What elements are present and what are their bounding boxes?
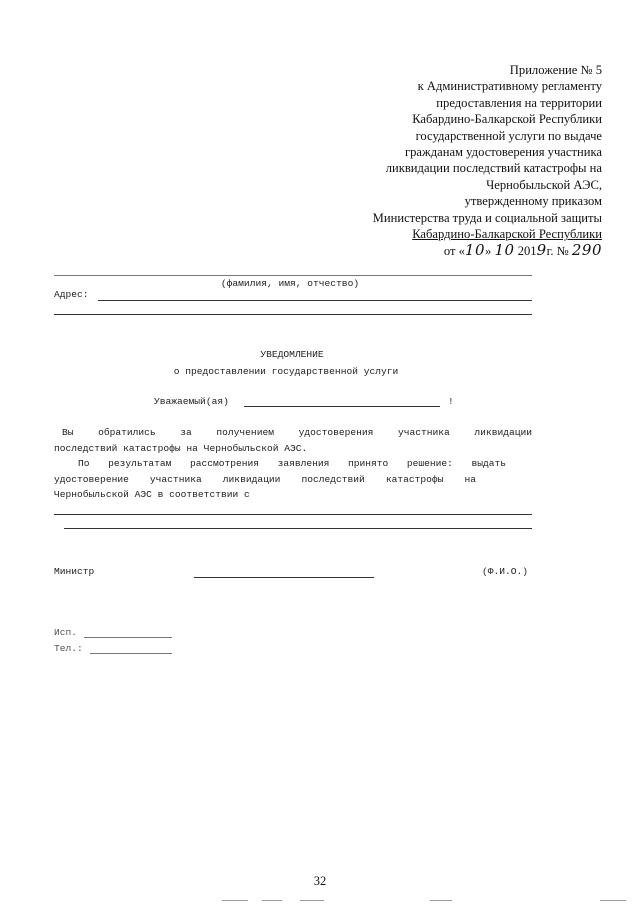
word: рассмотрения: [189, 458, 260, 469]
address-line-2: [54, 314, 532, 315]
minister-signature-line: [194, 577, 374, 578]
appendix-line: к Административному регламенту: [417, 79, 602, 94]
word: выдать: [471, 458, 506, 469]
scan-edge-mark: [222, 900, 248, 901]
word: заявления: [277, 458, 330, 469]
paragraph-2-line-2: [54, 472, 532, 488]
scan-edge-mark: [600, 900, 626, 901]
word: ликвидации: [474, 427, 532, 438]
word: принято: [347, 458, 389, 469]
minister-fio: (Ф.И.О.): [482, 566, 529, 577]
word: результатам: [108, 458, 172, 469]
word: за: [180, 427, 192, 438]
appendix-line: Министерства труда и социальной защиты: [372, 210, 602, 225]
appendix-header: [302, 62, 602, 260]
scan-edge-mark: [262, 900, 282, 901]
greeting-name-line: [244, 406, 440, 407]
appendix-line: гражданам удостоверения участника: [404, 145, 602, 160]
word: участника: [398, 427, 450, 438]
paragraph-2-line-1: [54, 456, 532, 472]
appendix-line: Приложение № 5: [509, 63, 602, 77]
paragraph-text: Чернобыльской АЭС в соответствии с: [54, 489, 250, 500]
word: удостоверения: [298, 427, 374, 438]
appendix-line: Кабардино-Балкарской Республики: [412, 227, 602, 242]
word: последствий: [301, 473, 365, 485]
date-mid: »: [485, 244, 492, 259]
date-prefix: от «: [443, 244, 465, 259]
appendix-line: Кабардино-Балкарской Республики: [412, 112, 602, 127]
address-label: Адрес:: [54, 289, 89, 300]
word: получением: [216, 427, 274, 438]
fio-line: [54, 275, 532, 276]
scan-edge-mark: [300, 900, 324, 901]
date-number-prefix: г. №: [546, 244, 569, 259]
word: Вы: [62, 427, 74, 438]
greeting-end: !: [448, 396, 454, 407]
date-day-handwritten: 10: [464, 241, 485, 260]
order-number-handwritten: 290: [571, 241, 602, 260]
word: на: [464, 473, 476, 485]
word: По: [78, 458, 90, 469]
minister-label: Министр: [54, 566, 95, 577]
date-month-handwritten: 10: [494, 241, 515, 260]
date-year-prefix: 201: [517, 244, 537, 259]
paragraph-text: последствий катастрофы на Чернобыльской АЭС.: [54, 442, 308, 454]
paragraph-1-line-2: [54, 441, 532, 457]
word: решение:: [406, 458, 453, 469]
phone-label: Тел.:: [54, 643, 83, 654]
appendix-order-date: [302, 242, 602, 259]
word: участника: [149, 473, 202, 485]
word: удостоверение: [54, 473, 129, 485]
greeting-label: Уважаемый(ая): [154, 396, 229, 407]
paragraph-2-line-3: [54, 487, 532, 503]
notice-body: [54, 425, 532, 503]
date-year-digit-handwritten: 9: [536, 241, 547, 260]
appendix-line: Чернобыльской АЭС,: [486, 177, 602, 192]
word: катастрофы: [385, 473, 444, 485]
executor-label: Исп.: [54, 627, 78, 638]
notice-subtitle: о предоставлении государственной услуги: [173, 366, 399, 377]
appendix-line: утвержденному приказом: [464, 194, 602, 209]
appendix-line: предоставления на территории: [436, 95, 602, 110]
word: обратились: [98, 427, 156, 438]
phone-line: [90, 653, 172, 654]
scan-edge-mark: [430, 900, 452, 901]
page-number: 32: [313, 874, 327, 888]
decision-line-1: [54, 514, 532, 515]
word: ликвидации: [222, 473, 281, 485]
paragraph-1-line-1: [54, 425, 532, 441]
appendix-line: государственной услуги по выдаче: [415, 128, 602, 143]
appendix-line: ликвидации последствий катастрофы на: [385, 161, 602, 176]
decision-line-2: [64, 528, 532, 529]
notice-title: УВЕДОМЛЕНИЕ: [260, 349, 324, 360]
fio-caption: (фамилия, имя, отчество): [220, 278, 360, 289]
address-line: [98, 300, 532, 301]
executor-line: [84, 637, 172, 638]
